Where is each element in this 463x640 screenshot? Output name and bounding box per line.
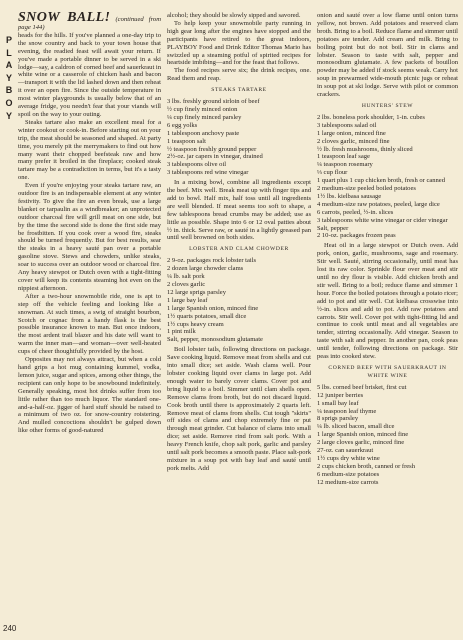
ingredient-item: 6 egg yolks (167, 121, 198, 129)
paragraph: To help keep your snowmobile party running in high gear long after the engines have stopped and the participants have retired to the great indoors, PLAYBOY Food and Drink Editor Thomas Mario has swizzled up a steaming potful of spirited recipes for heartside imbibing—and for the feast that follows. (167, 19, 311, 67)
headline-title: SNOW BALL! (18, 10, 111, 25)
ingredient-item: 1 small bay leaf (317, 399, 359, 407)
ingredient-item: ⅓ cup flour (317, 169, 348, 177)
ingredient-item: 6 carrots, peeled, ½-in. slices (317, 208, 394, 216)
magazine-name: P L A Y B O Y (5, 35, 13, 121)
paragraph: Steaks tartare also make an excellent meal for a winter cookout or cook-in. Before starting out on your trip, the meat should be seasoned and shaped. At party time, you merely pit the merrymakers to find out how many want their chopped beefsteak raw and how many prefer it broiled in the fireplace; cooked steak tartare may be a contradiction in terms, but it's a tasty one. (18, 118, 161, 182)
ingredient-item: ½ cup finely minced onion (167, 105, 238, 113)
ingredient-item: 1½ cups dry white wine (317, 454, 380, 462)
ingredient-item: 2 cloves garlic (167, 281, 206, 288)
ingredient-item: 5 lbs. corned beef brisket, first cut (317, 383, 407, 391)
ingredient-item: 1½ cups heavy cream (167, 320, 224, 328)
ingredient-item: 2 10-oz. packages frozen peas (317, 232, 396, 240)
ingredient-item: 1½ lbs. kielbasa sausage (317, 192, 382, 200)
paragraph: After a two-hour snowmobile ride, one is apt to step off the vehicle feeling and looking like a snowman. At such times, a swig of straight bourbon, Scotch or cognac from a handy flask is the best possible insurance known to man. But once indoors, the most ardent trail blazer and his date will want to warm the inner man—and woman—over well-heated cups of cheer thoughtfully provided by the host. (18, 292, 161, 356)
ingredient-item: 2 dozen large chowder clams (167, 265, 244, 273)
ingredient-item: 27-oz. can sauerkraut (317, 447, 374, 455)
ingredient-item: 8 sprigs parsley (317, 415, 359, 423)
ingredient-item: 2 9-oz. packages rock lobster tails (167, 257, 257, 265)
headline-continued: (continued from page 144) (18, 16, 161, 31)
ingredient-item: ¼ lb. sliced bacon, small dice (317, 423, 395, 431)
ingredient-item: ¼ teaspoon leaf thyme (317, 407, 377, 415)
recipe-title-steaks: STEAKS TARTARE (211, 87, 267, 94)
ingredient-item: 1 teaspoon leaf sage (317, 153, 370, 161)
ingredient-item: 1 large onion, minced fine (317, 129, 386, 137)
ingredient-item: ¼ cup finely minced parsley (167, 113, 242, 121)
ingredient-item: 2 medium-size peeled boiled potatoes (317, 185, 416, 193)
recipe-method-chowder-continued: onion and sauté over a low flame until onion turns yellow, not brown. Add potatoes and reserved clam broth. Bring to a boil. Reduce flame and simmer until potatoes are tender. Add cream and milk. Bring to boiling point but do not boil. Stir in clams and lobster. Season to taste with salt, pepper and monosodium glutamate. A few packets of bouillon powder may be added if stock seems weak. Carry hot soup in prewarmed wide-mouth picnic jugs or reheat in soup pot at ski lodge. Serve with pilot or common crackers. (317, 12, 458, 99)
recipe-title-hunters-stew: HUNTERS' STEW (361, 102, 414, 109)
ingredient-item: 2 lbs. boneless pork shoulder, 1-in. cubes (317, 113, 425, 121)
ingredient-list-corned-beef (317, 384, 458, 487)
ingredient-item: ½ teaspoon freshly ground pepper (167, 145, 257, 153)
magazine-margin-label (2, 34, 16, 122)
ingredient-item: 3 tablespoons salad oil (317, 121, 377, 129)
ingredient-item: 12 juniper berries (317, 391, 364, 399)
ingredient-item: 1 large Spanish onion, minced fine (167, 304, 259, 312)
column-1 (18, 12, 161, 435)
ingredient-item: 2 cloves garlic, minced fine (317, 137, 390, 145)
ingredient-list-steaks (167, 98, 311, 177)
paragraph: Opposites may not always attract, but when a cold hand grips a hot mug containing kummel, vodka, lemon juice, sugar and spices, among other things, the recipient can only hope to be snowbound indefinitely. Generally speaking, most hot drinks suffer from too little rather than too much liquor. The standard one-and-a-half-oz. jigger of hard stuff should be raised to a minimum of two oz. for snow-country roistering. And mulled concoctions shouldn't be gulped down like other forms of good-natured (18, 356, 161, 435)
ingredient-item: ½ lb. fresh mushrooms, thinly sliced (317, 145, 413, 153)
ingredient-item: ¼ lb. salt pork (167, 273, 205, 281)
recipe-method-hunters-stew: Heat oil in a large stewpot or Dutch oven. Add pork, onion, garlic, mushrooms, sage and rosemary. Stir well. Sauté, stirring occasionally, until meat has lost its raw color. Sprinkle flour over meat and stir until no dry flour is visible. Add chicken broth and stir well. Bring to a boil; reduce flame and simmer 1 hour. Force the boiled potatoes through a potato ricer; add to pot and stir well. Cut kielbasa crosswise into ½-in. slices and add to pot. Add raw potatoes and carrots. Stir well. Cover pot with tight-fitting lid and continue to cook until meat and all vegetables are tender, stirring occasionally. Add vinegar. Season to taste with salt and pepper. In another pan, cook peas until tender, following directions on package. Stir peas into cooked stew. (317, 242, 458, 361)
recipe-title-corned-beef: CORNED BEEF WITH SAUERKRAUT IN WHITE WINE (328, 364, 447, 379)
ingredient-item: 1 quart plus 1 cup chicken broth, fresh or canned (317, 177, 445, 185)
ingredient-list-chowder (167, 257, 311, 344)
ingredient-item: 2 cups chicken broth, canned or fresh (317, 462, 415, 470)
recipe-method-chowder: Boil lobster tails, following directions on package. Save cooking liquid. Remove meat from shells and cut into small dice; set aside. Wash clams well. Pour lobster cooking liquid over clams in large pot. Add enough water to barely cover clams. Cover pot and bring liquid to a boil. Simmer until clam shells open. Remove clams from broth, but do not discard liquid. Cook broth until there is approximately 2 quarts left. Remove meat of clams from shells. Cut tough "skirts" off sides of clams and chop extremely fine or put through meat grinder. Cut balance of clams into small dice; set aside. Remove rind from salt pork. With a heavy French knife, chop salt pork, garlic and parsley until salt pork becomes a smooth paste. Place salt-pork mixture in a soup pot with bay leaf and sauté until pork melts. Add (167, 346, 311, 472)
paragraph: The food recipes serve six; the drink recipes, one. Read them and reap. (167, 67, 311, 83)
paragraph: heads for the hills. If you've planned a one-day trip to the snow country and back to your town house that evening, the readied feast will await your return. If you've made a portable dinner to be served in a ski lodge—say, a caldron of corned beef and sauerkraut in white wine or a casserole of chicken hash and bacon—transport it with the lid lashed down and then reheat it over an open fire. Since the outside temperature in most winter playgrounds is usually below that of an average fridge, you needn't fear that your viands will spoil on the way to your outing. (18, 31, 162, 118)
ingredient-item: 1 tablespoon anchovy paste (167, 129, 240, 137)
ingredient-item: 6 medium-size potatoes (317, 470, 380, 478)
ingredient-item: 12 large sprigs parsley (167, 288, 226, 296)
ingredient-item: 4 medium-size raw potatoes, peeled, large dice (317, 200, 440, 208)
ingredient-item: 1 large bay leaf (167, 296, 208, 304)
ingredient-item: Salt, pepper, monosodium glutamate (167, 336, 263, 344)
recipe-method-steaks: In a mixing bowl, combine all ingredients except the beef. Mix well. Break meat up with finger tips and add to bowl. Half mix, half toss until all ingredients are well blended. If meat seems too soft to shape, a few tablespoons bread crumbs may be added; use as little as possible. Shape into 6 or 12 oval patties about ½ in. thick. Serve raw, or sauté in a lightly greased pan until well browned on both sides. (167, 179, 311, 242)
ingredient-item: 1 large Spanish onion, minced fine (317, 431, 409, 439)
page-number: 240 (3, 624, 17, 633)
ingredient-item: 1 teaspoon salt (167, 137, 206, 145)
ingredient-item: ¼ teaspoon rosemary (317, 161, 373, 169)
headline (18, 12, 161, 32)
paragraph: Even if you're enjoying your steaks tartare raw, an outdoor fire is an indispensable element at any winter festivity. To give the fire an even break, use a large blanket or tarpaulin as a windbreaker; an unprotected outdoor charcoal fire will grill meat on one side, but by the time the second side is done the first side may be frostbitten. If you cook over a wood fire, steaks should be turned frequently. But for best results, sear the steaks in a heavy sauté pan over a portable gasoline stove. Stews and chowders, unlike steaks, soar to success over an outdoor wood or charcoal fire. Any heavy stewpot or Dutch oven with a tight-fitting cover will keep its contents steaming hot even on the nippiest afternoon. (18, 182, 161, 292)
ingredient-item: 3 tablespoons olive oil (167, 161, 227, 169)
ingredient-item: 3 lbs. freshly ground sirloin of beef (167, 98, 260, 106)
ingredient-item: 12 medium-size carrots (317, 478, 379, 486)
paragraph: alcohol; they should be slowly sipped and savored. (167, 12, 301, 19)
ingredient-item: 1½ quarts potatoes, small dice (167, 312, 247, 320)
ingredient-item: Salt, pepper (317, 224, 349, 232)
column-2 (167, 12, 311, 473)
ingredient-item: 3 tablespoons red wine vinegar (167, 169, 249, 177)
ingredient-item: 2½-oz. jar capers in vinegar, drained (167, 153, 263, 161)
ingredient-item: 2 large cloves garlic, minced fine (317, 439, 405, 447)
column-3 (317, 12, 458, 489)
ingredient-item: 3 tablespoons white wine vinegar or cider vinegar (317, 216, 448, 224)
ingredient-list-hunters-stew (317, 114, 458, 241)
recipe-title-chowder: LOBSTER AND CLAM CHOWDER (189, 246, 289, 253)
ingredient-item: 1 pint milk (167, 328, 196, 336)
